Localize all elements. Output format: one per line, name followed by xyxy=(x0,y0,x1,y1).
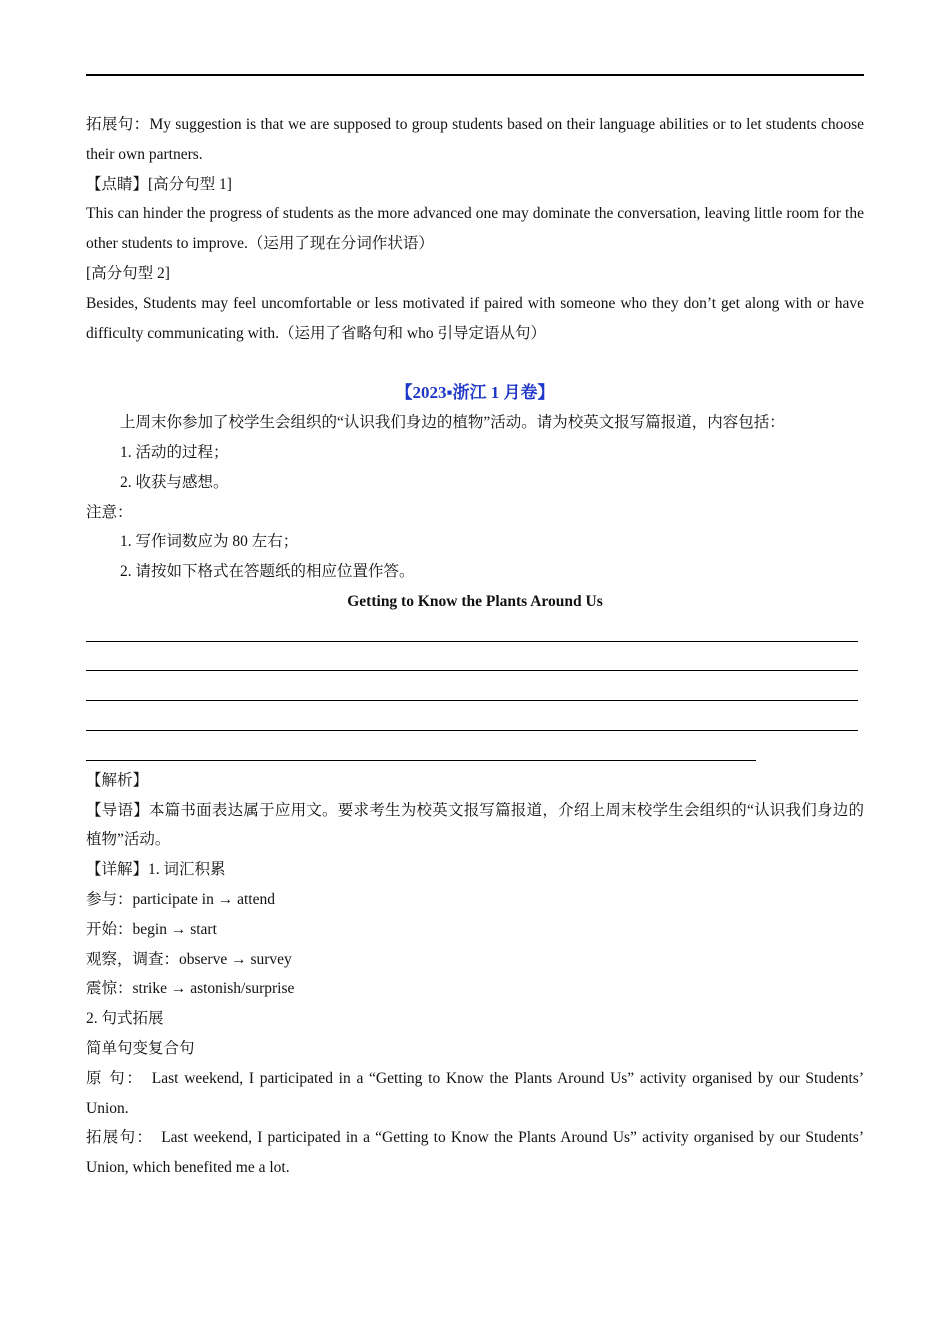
sentence-subheading: 简单句变复合句 xyxy=(86,1039,195,1057)
expansion-sentence xyxy=(86,110,864,170)
expanded-text: Last weekend, I participated in a “Getting to Know the Plants Around Us” activity organised by our Students’ Union, which benefited me a lot. xyxy=(86,1129,864,1177)
original-label: 原 句： xyxy=(86,1069,144,1087)
vocab-item: 震惊：strike → astonish/surprise xyxy=(86,980,295,998)
expanded-sentence xyxy=(86,1123,864,1183)
task-prompt: 上周末你参加了校学生会组织的“认识我们身边的植物”活动。请为校英文报写篇报道，内容包括： xyxy=(120,414,785,432)
answer-line xyxy=(86,736,864,766)
header-rule xyxy=(86,74,864,76)
essay-title: Getting to Know the Plants Around Us xyxy=(347,592,603,610)
note-label: 注意： xyxy=(86,503,133,521)
sentence-heading: 2. 句式拓展 xyxy=(86,1010,164,1028)
answer-line xyxy=(86,676,864,706)
answer-line xyxy=(86,647,864,677)
highlight-1-text: This can hinder the progress of students as the more advanced one may dominate the conversation, leaving little room for the other students to improve.（运用了现在分词作状语） xyxy=(86,205,864,253)
answer-line xyxy=(86,706,864,736)
vocab-item: 开始：begin → start xyxy=(86,920,217,938)
note-2: 2. 请按如下格式在答题纸的相应位置作答。 xyxy=(120,563,415,581)
task-point-1: 1. 活动的过程； xyxy=(120,443,229,461)
document-page xyxy=(86,110,864,1183)
vocab-item: 观察，调查：observe → survey xyxy=(86,950,292,968)
expansion-text: My suggestion is that we are supposed to group students based on their language abilities or to let students choose their own partners. xyxy=(86,116,864,163)
vocab-item: 参与：participate in → attend xyxy=(86,890,275,908)
highlight-2-label: [高分句型 2] xyxy=(86,264,170,282)
expanded-label: 拓展句： xyxy=(86,1129,154,1147)
expansion-label: 拓展句： xyxy=(86,116,150,133)
detail-label: 【详解】1. 词汇积累 xyxy=(86,861,226,879)
task-point-2: 2. 收获与感想。 xyxy=(120,473,229,491)
note-1: 1. 写作词数应为 80 左右； xyxy=(120,533,299,551)
original-text: Last weekend, I participated in a “Getting to Know the Plants Around Us” activity organised by our Students’ Union. xyxy=(86,1069,864,1117)
answer-line xyxy=(86,617,864,647)
highlight-label: 【点睛】[高分句型 1] xyxy=(86,175,232,193)
highlight-2-text: Besides, Students may feel uncomfortable or less motivated if paired with someone who they don’t get along with or have difficulty communicating with.（运用了省略句和 who 引导定语从句） xyxy=(86,294,864,342)
analysis-label: 【解析】 xyxy=(86,771,149,789)
analysis-intro: 【导语】本篇书面表达属于应用文。要求考生为校英文报写篇报道，介绍上周末校学生会组织的“认识我们身边的植物”活动。 xyxy=(86,801,864,849)
original-sentence xyxy=(86,1064,864,1124)
section-title: 【2023▪浙江 1 月卷】 xyxy=(395,383,555,403)
